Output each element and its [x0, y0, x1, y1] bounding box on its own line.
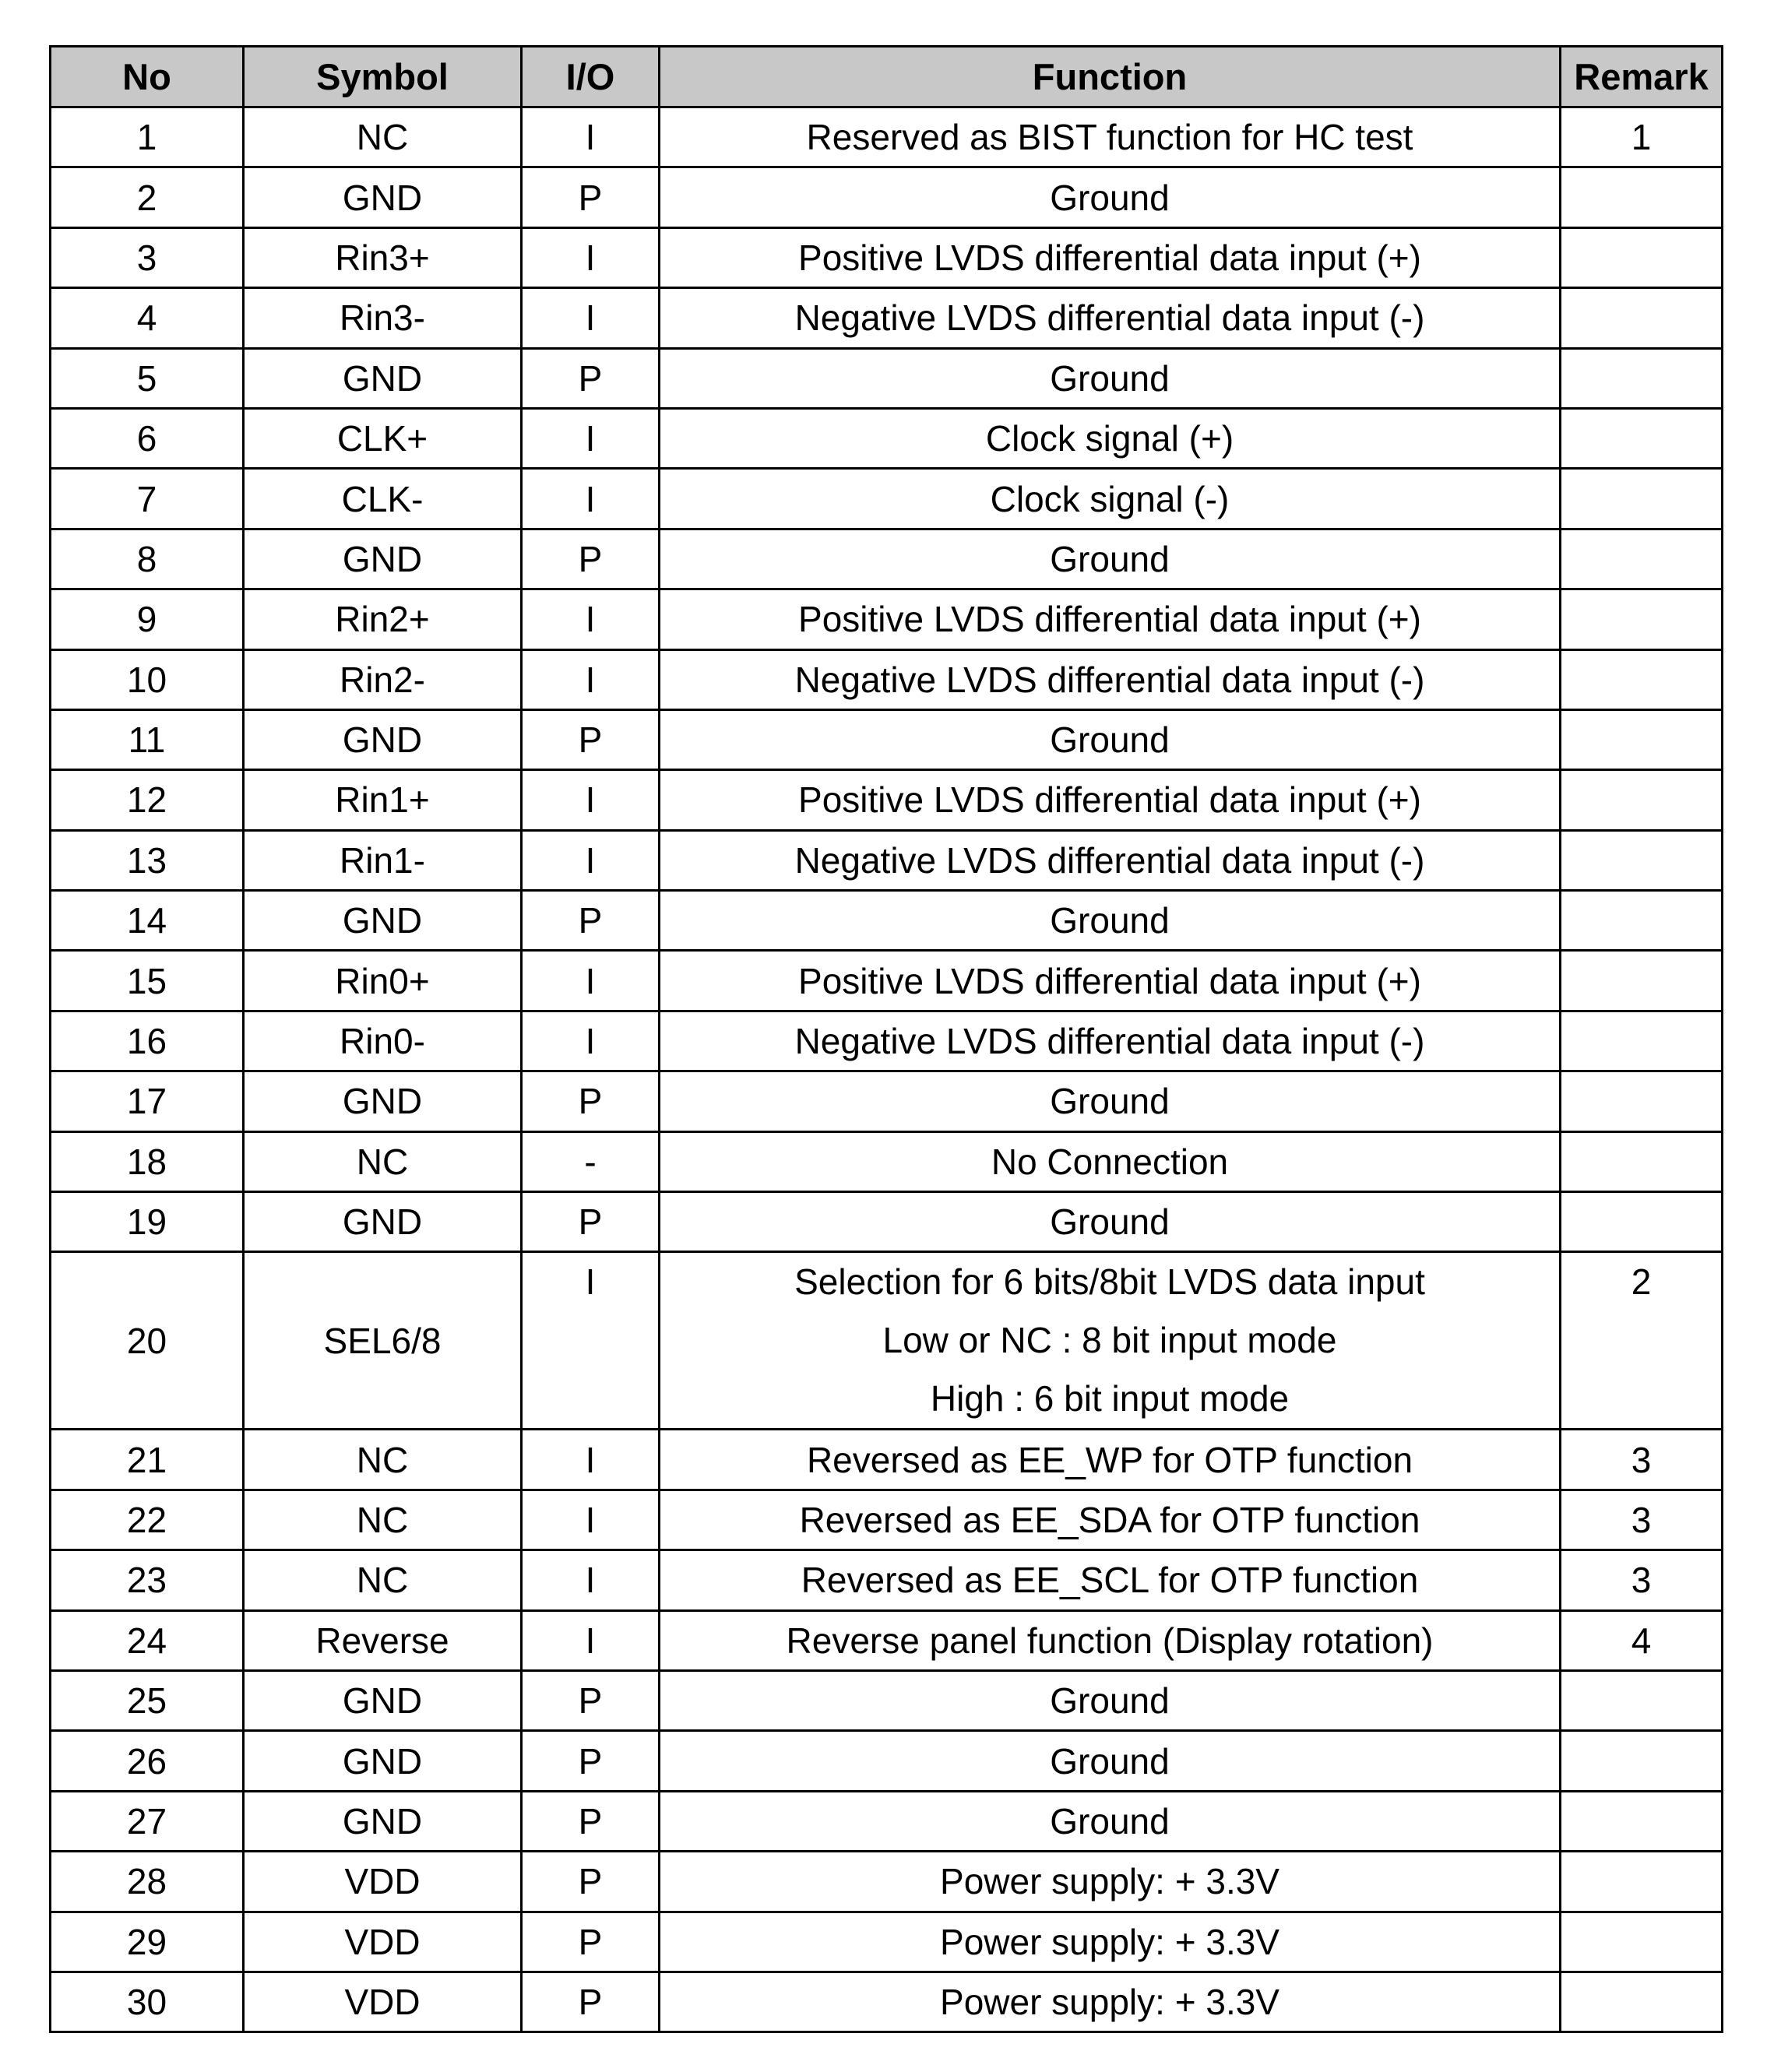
table-row — [51, 891, 1723, 951]
cell-symbol: NC — [244, 1550, 522, 1610]
pin-assignment-table — [49, 45, 1723, 2033]
cell-no: 17 — [51, 1071, 244, 1131]
cell-function: Clock signal (-) — [660, 469, 1561, 529]
table-row — [51, 227, 1723, 287]
cell-remark — [1561, 1972, 1723, 2032]
table-body — [51, 107, 1723, 2032]
table-row — [51, 1731, 1723, 1791]
cell-no: 12 — [51, 770, 244, 830]
cell-symbol: SEL6/8 — [244, 1252, 522, 1430]
cell-remark — [1561, 891, 1723, 951]
table-row — [51, 1972, 1723, 2032]
cell-remark — [1561, 1731, 1723, 1791]
cell-function: Ground — [660, 529, 1561, 589]
cell-symbol: CLK- — [244, 469, 522, 529]
cell-function: Ground — [660, 709, 1561, 769]
cell-function: Positive LVDS differential data input (+) — [660, 951, 1561, 1011]
cell-no: 10 — [51, 649, 244, 709]
cell-remark: 3 — [1561, 1430, 1723, 1490]
cell-no: 20 — [51, 1252, 244, 1430]
cell-no: 26 — [51, 1731, 244, 1791]
cell-io: I — [522, 1610, 660, 1670]
cell-function: No Connection — [660, 1131, 1561, 1191]
cell-remark — [1561, 1912, 1723, 1972]
cell-function: Negative LVDS differential data input (-) — [660, 1011, 1561, 1071]
function-line: Low or NC : 8 bit input mode — [882, 1320, 1337, 1361]
table-row — [51, 1550, 1723, 1610]
function-line: High : 6 bit input mode — [930, 1378, 1290, 1419]
cell-remark — [1561, 1011, 1723, 1071]
cell-function: Reversed as EE_WP for OTP function — [660, 1430, 1561, 1490]
cell-io: P — [522, 1912, 660, 1972]
cell-remark: 3 — [1561, 1550, 1723, 1610]
cell-no: 2 — [51, 167, 244, 227]
cell-io: - — [522, 1131, 660, 1191]
cell-no: 18 — [51, 1131, 244, 1191]
cell-io: P — [522, 1791, 660, 1851]
cell-symbol: GND — [244, 529, 522, 589]
cell-symbol: Rin1- — [244, 830, 522, 890]
cell-function: Ground — [660, 891, 1561, 951]
cell-function: Power supply: + 3.3V — [660, 1852, 1561, 1912]
cell-function: Clock signal (+) — [660, 408, 1561, 468]
header-remark: Remark — [1561, 47, 1723, 107]
table-row — [51, 1252, 1723, 1430]
table-row — [51, 1912, 1723, 1972]
table-row — [51, 167, 1723, 227]
table-row — [51, 348, 1723, 408]
cell-io: I — [522, 1430, 660, 1490]
cell-no: 24 — [51, 1610, 244, 1670]
cell-io: P — [522, 1731, 660, 1791]
cell-function: Ground — [660, 348, 1561, 408]
cell-symbol: VDD — [244, 1852, 522, 1912]
cell-io-text: I — [585, 1261, 596, 1303]
cell-symbol: GND — [244, 167, 522, 227]
cell-symbol: Rin2- — [244, 649, 522, 709]
cell-remark-text: 2 — [1631, 1261, 1652, 1303]
function-line: Selection for 6 bits/8bit LVDS data input — [794, 1261, 1425, 1303]
cell-function: Negative LVDS differential data input (-) — [660, 649, 1561, 709]
cell-symbol: GND — [244, 1071, 522, 1131]
table-row — [51, 709, 1723, 769]
cell-symbol: GND — [244, 1791, 522, 1851]
cell-io: I — [522, 1490, 660, 1550]
cell-no: 22 — [51, 1490, 244, 1550]
cell-symbol: Rin0- — [244, 1011, 522, 1071]
table-row — [51, 469, 1723, 529]
cell-no: 4 — [51, 288, 244, 348]
cell-symbol: NC — [244, 1490, 522, 1550]
table-row — [51, 1011, 1723, 1071]
cell-symbol: GND — [244, 891, 522, 951]
cell-function: Ground — [660, 167, 1561, 227]
cell-io — [522, 1252, 660, 1430]
cell-remark — [1561, 1192, 1723, 1252]
header-row — [51, 47, 1723, 107]
table-header — [51, 47, 1723, 107]
cell-remark — [1561, 1791, 1723, 1851]
cell-io: I — [522, 951, 660, 1011]
cell-no: 7 — [51, 469, 244, 529]
cell-io: I — [522, 1550, 660, 1610]
cell-symbol: GND — [244, 348, 522, 408]
cell-function: Reversed as EE_SCL for OTP function — [660, 1550, 1561, 1610]
cell-no: 28 — [51, 1852, 244, 1912]
cell-function: Positive LVDS differential data input (+) — [660, 770, 1561, 830]
cell-symbol: Rin3+ — [244, 227, 522, 287]
cell-symbol: GND — [244, 1670, 522, 1730]
cell-remark: 3 — [1561, 1490, 1723, 1550]
table-row — [51, 1610, 1723, 1670]
cell-io: P — [522, 1972, 660, 2032]
cell-symbol: Rin1+ — [244, 770, 522, 830]
cell-remark — [1561, 167, 1723, 227]
cell-no: 1 — [51, 107, 244, 167]
cell-function: Reverse panel function (Display rotation) — [660, 1610, 1561, 1670]
cell-remark — [1561, 288, 1723, 348]
cell-io: P — [522, 891, 660, 951]
cell-io: I — [522, 408, 660, 468]
cell-remark: 1 — [1561, 107, 1723, 167]
cell-no: 19 — [51, 1192, 244, 1252]
cell-remark — [1561, 529, 1723, 589]
cell-no: 11 — [51, 709, 244, 769]
table-row — [51, 408, 1723, 468]
header-symbol: Symbol — [244, 47, 522, 107]
table-row — [51, 1192, 1723, 1252]
cell-io: P — [522, 1670, 660, 1730]
cell-no: 3 — [51, 227, 244, 287]
cell-function: Ground — [660, 1670, 1561, 1730]
cell-remark — [1561, 589, 1723, 649]
cell-remark — [1561, 1131, 1723, 1191]
cell-remark — [1561, 1670, 1723, 1730]
table-row — [51, 649, 1723, 709]
cell-symbol: Reverse — [244, 1610, 522, 1670]
cell-remark — [1561, 1071, 1723, 1131]
cell-remark — [1561, 408, 1723, 468]
cell-no: 16 — [51, 1011, 244, 1071]
cell-remark — [1561, 1252, 1723, 1430]
cell-remark — [1561, 830, 1723, 890]
cell-function: Power supply: + 3.3V — [660, 1972, 1561, 2032]
cell-function: Reversed as EE_SDA for OTP function — [660, 1490, 1561, 1550]
cell-io: I — [522, 469, 660, 529]
cell-no: 6 — [51, 408, 244, 468]
cell-symbol: NC — [244, 107, 522, 167]
cell-no: 13 — [51, 830, 244, 890]
cell-io: I — [522, 830, 660, 890]
cell-symbol: Rin0+ — [244, 951, 522, 1011]
cell-remark: 4 — [1561, 1610, 1723, 1670]
header-io: I/O — [522, 47, 660, 107]
cell-function: Ground — [660, 1731, 1561, 1791]
cell-no: 30 — [51, 1972, 244, 2032]
cell-symbol: Rin3- — [244, 288, 522, 348]
cell-symbol: NC — [244, 1430, 522, 1490]
table-row — [51, 1430, 1723, 1490]
cell-remark — [1561, 348, 1723, 408]
cell-function: Positive LVDS differential data input (+) — [660, 589, 1561, 649]
cell-remark — [1561, 951, 1723, 1011]
cell-function: Ground — [660, 1791, 1561, 1851]
cell-symbol: VDD — [244, 1972, 522, 2032]
cell-no: 5 — [51, 348, 244, 408]
cell-io: P — [522, 709, 660, 769]
table-row — [51, 288, 1723, 348]
table-row — [51, 589, 1723, 649]
cell-no: 21 — [51, 1430, 244, 1490]
cell-symbol: NC — [244, 1131, 522, 1191]
cell-io: I — [522, 649, 660, 709]
cell-remark — [1561, 770, 1723, 830]
table-row — [51, 1071, 1723, 1131]
cell-function: Positive LVDS differential data input (+) — [660, 227, 1561, 287]
cell-function: Power supply: + 3.3V — [660, 1912, 1561, 1972]
cell-io: I — [522, 107, 660, 167]
cell-no: 9 — [51, 589, 244, 649]
cell-symbol: CLK+ — [244, 408, 522, 468]
cell-no: 14 — [51, 891, 244, 951]
cell-remark — [1561, 709, 1723, 769]
cell-function: Negative LVDS differential data input (-) — [660, 830, 1561, 890]
cell-io: I — [522, 288, 660, 348]
cell-no: 29 — [51, 1912, 244, 1972]
cell-remark — [1561, 1852, 1723, 1912]
cell-symbol: Rin2+ — [244, 589, 522, 649]
cell-function — [660, 1252, 1561, 1430]
cell-io: P — [522, 529, 660, 589]
header-no: No — [51, 47, 244, 107]
cell-io: P — [522, 1852, 660, 1912]
cell-symbol: VDD — [244, 1912, 522, 1972]
cell-io: P — [522, 1071, 660, 1131]
table-row — [51, 830, 1723, 890]
cell-symbol: GND — [244, 709, 522, 769]
table-row — [51, 107, 1723, 167]
table-row — [51, 951, 1723, 1011]
cell-io: I — [522, 1011, 660, 1071]
header-function: Function — [660, 47, 1561, 107]
table-row — [51, 770, 1723, 830]
table-row — [51, 1131, 1723, 1191]
cell-remark — [1561, 649, 1723, 709]
cell-no: 15 — [51, 951, 244, 1011]
cell-no: 8 — [51, 529, 244, 589]
table-row — [51, 529, 1723, 589]
table-row — [51, 1852, 1723, 1912]
cell-function: Reserved as BIST function for HC test — [660, 107, 1561, 167]
table-row — [51, 1490, 1723, 1550]
cell-function: Ground — [660, 1071, 1561, 1131]
cell-no: 23 — [51, 1550, 244, 1610]
cell-io: I — [522, 589, 660, 649]
cell-io: I — [522, 770, 660, 830]
cell-io: I — [522, 227, 660, 287]
cell-no: 27 — [51, 1791, 244, 1851]
cell-remark — [1561, 227, 1723, 287]
cell-remark — [1561, 469, 1723, 529]
cell-symbol: GND — [244, 1192, 522, 1252]
cell-no: 25 — [51, 1670, 244, 1730]
cell-function: Negative LVDS differential data input (-) — [660, 288, 1561, 348]
cell-function: Ground — [660, 1192, 1561, 1252]
cell-io: P — [522, 348, 660, 408]
cell-symbol: GND — [244, 1731, 522, 1791]
table-row — [51, 1670, 1723, 1730]
cell-io: P — [522, 167, 660, 227]
table-row — [51, 1791, 1723, 1851]
cell-io: P — [522, 1192, 660, 1252]
